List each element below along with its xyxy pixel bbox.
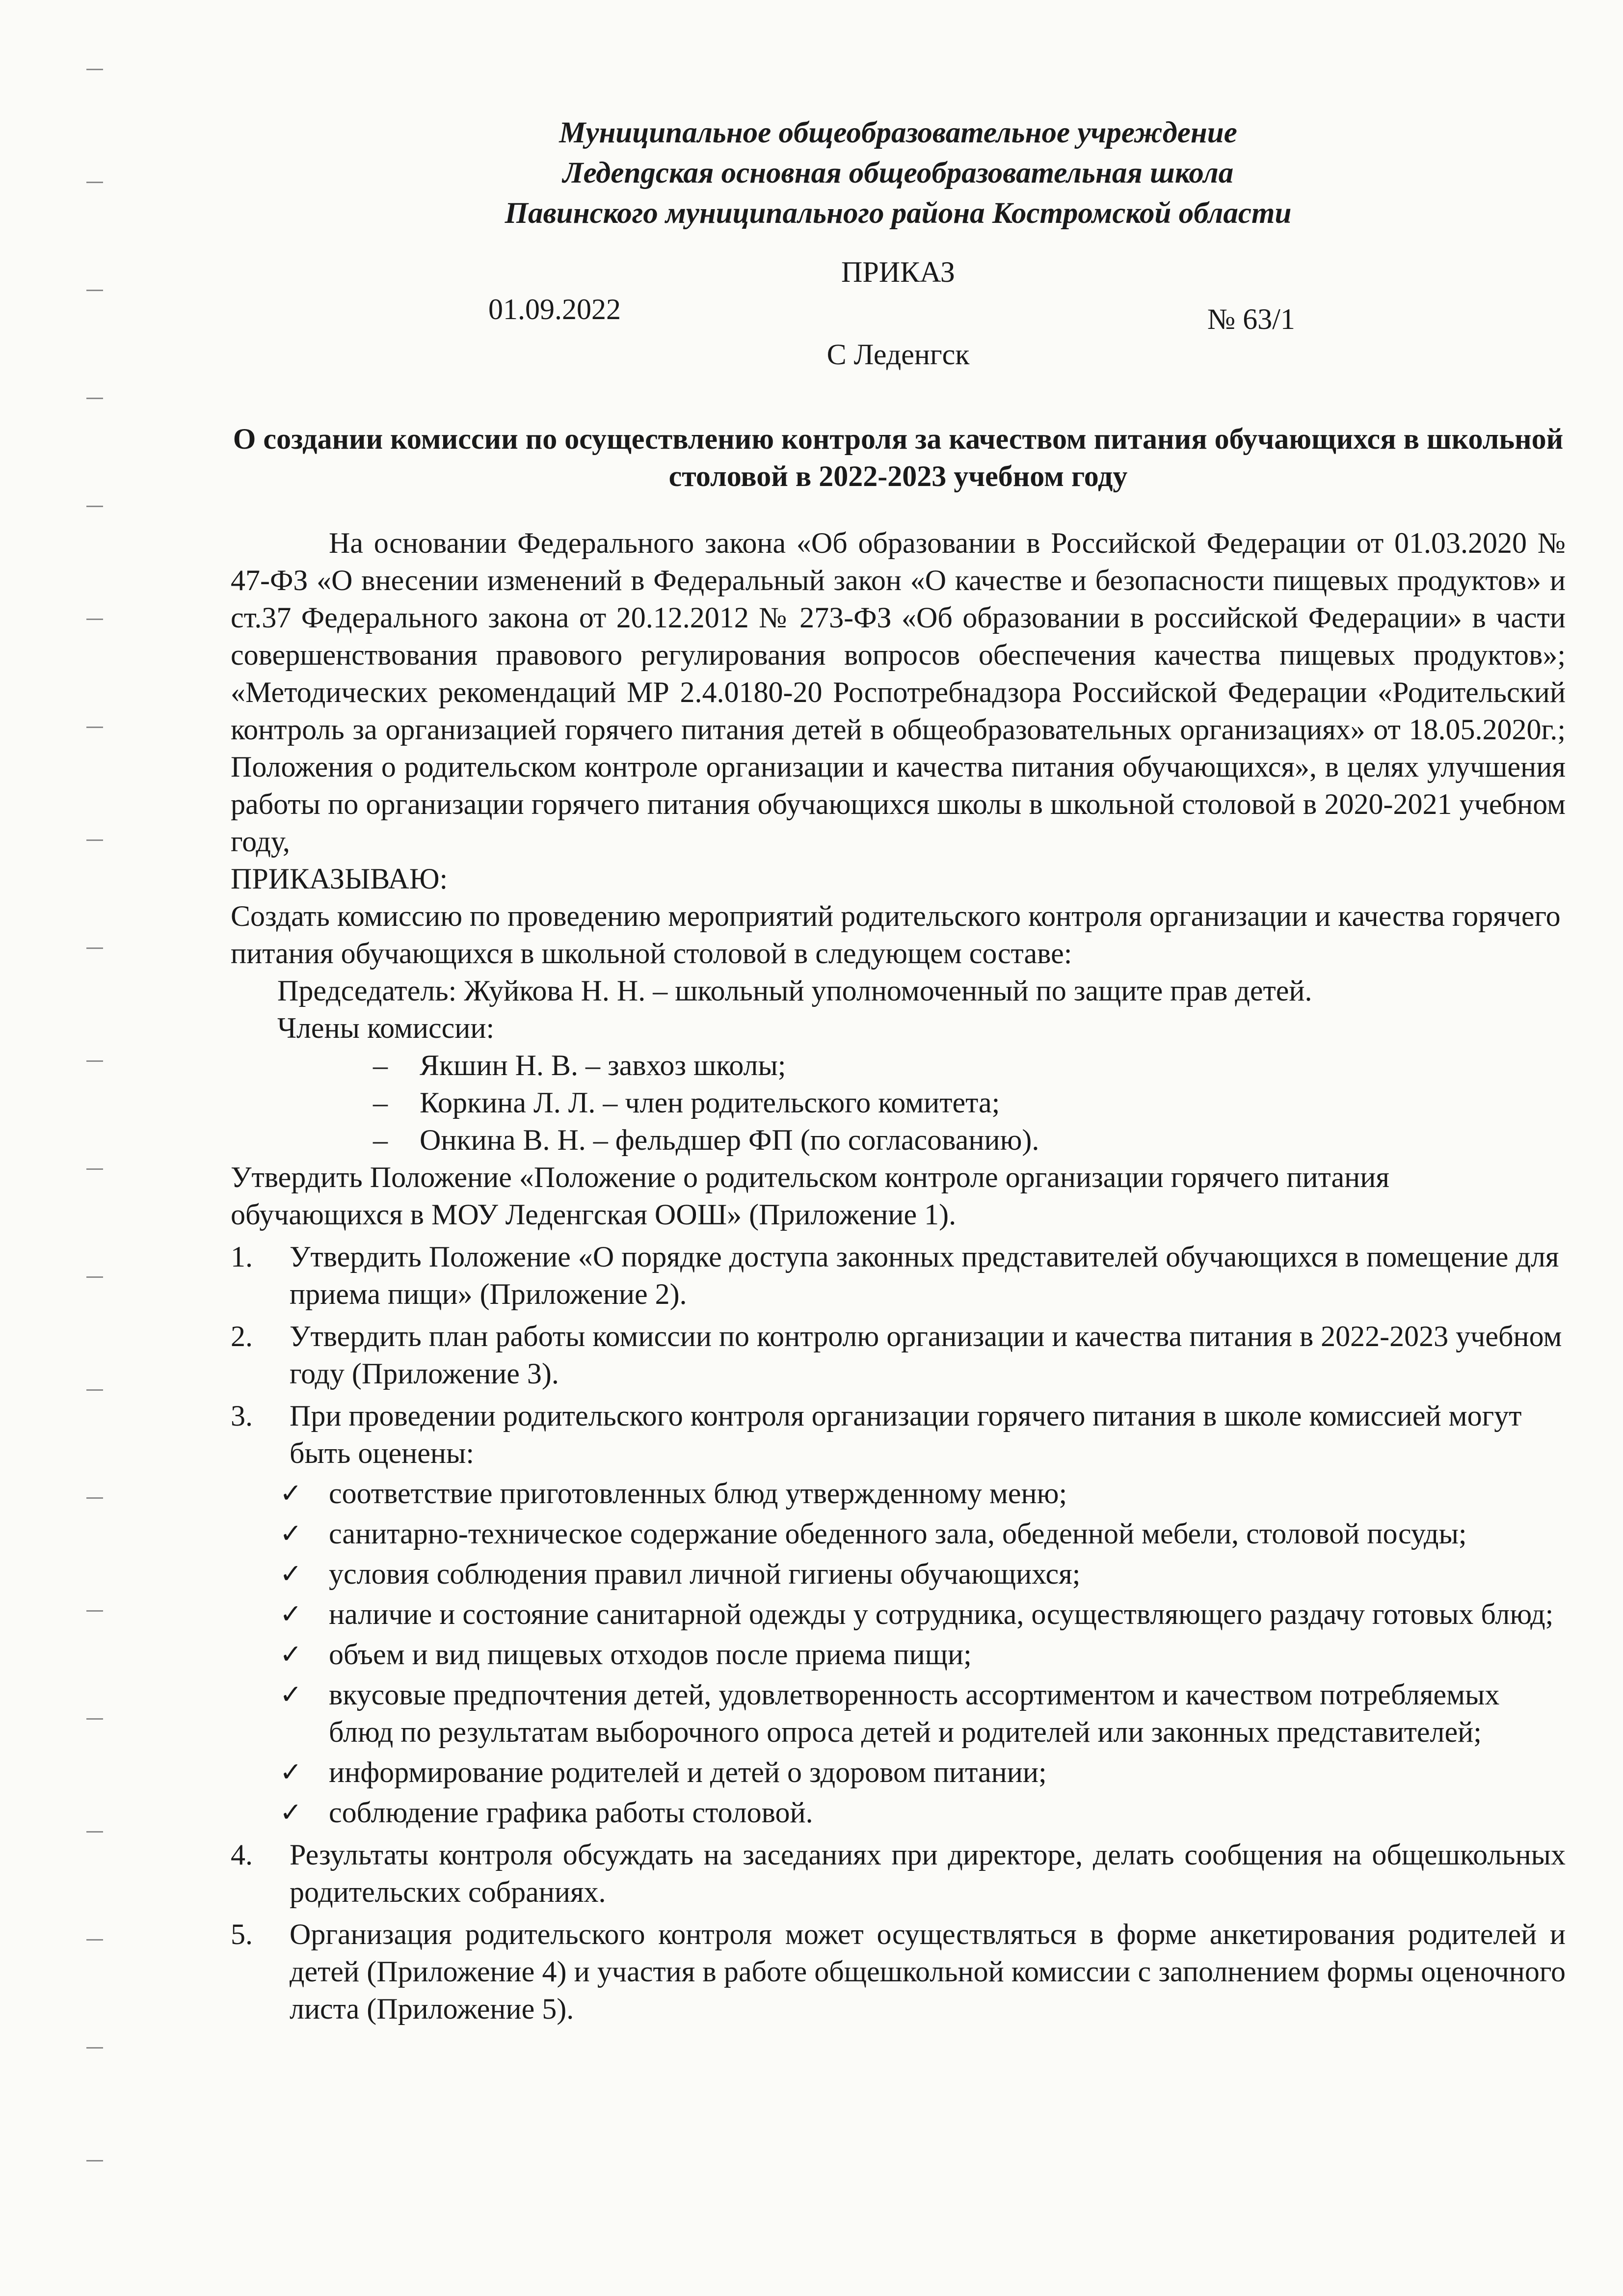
document-page — [231, 113, 1566, 2027]
list-item — [231, 1676, 1566, 1751]
dash-bullet: – — [373, 1086, 388, 1119]
list-item — [231, 1238, 1566, 1313]
checkmark-icon: ✓ — [280, 1558, 302, 1589]
list-item — [231, 1836, 1566, 1911]
dash-bullet: – — [373, 1049, 388, 1081]
list-item — [231, 1318, 1566, 1392]
item-number: 2. — [231, 1320, 253, 1352]
list-item — [231, 1047, 1566, 1084]
order-block — [231, 253, 1566, 401]
list-item — [231, 1595, 1566, 1633]
order-number: № 63/1 — [1207, 303, 1295, 335]
check-text: вкусовые предпочтения детей, удовлетворенность ассортиментом и качеством потребляемых блюд по результатам выборочного опроса детей и родителей или законных представителей; — [329, 1678, 1500, 1748]
checkmark-icon: ✓ — [280, 1679, 302, 1710]
command-word: ПРИКАЗЫВАЮ: — [231, 863, 448, 895]
institution-header — [231, 113, 1566, 234]
check-text: соблюдение графика работы столовой. — [329, 1796, 813, 1829]
check-text: соответствие приготовленных блюд утвержденному меню; — [329, 1477, 1067, 1510]
item-number: 1. — [231, 1241, 253, 1273]
checkmark-icon: ✓ — [280, 1639, 302, 1670]
members-list — [231, 1047, 1566, 1159]
create-commission-paragraph: Создать комиссию по проведению мероприятий родительского контроля организации и качества горячего питания обучающихся в школьной столовой в следующем составе: — [231, 900, 1561, 970]
chairman-line: Председатель: Жуйкова Н. Н. – школьный уполномоченный по защите прав детей. — [277, 974, 1312, 1007]
item-text: Организация родительского контроля может осуществляться в форме анкетирования родителей и детей (Приложение 4) и участия в работе общешкольной комиссии с заполнением формы оценочного листа (Приложение 5). — [290, 1918, 1566, 2025]
item-text: Результаты контроля обсуждать на заседаниях при директоре, делать сообщения на общешкольных родительских собраниях. — [290, 1838, 1566, 1908]
header-line-2: Ледengская основная общеобразовательная школа — [562, 157, 1234, 189]
checkmark-icon: ✓ — [280, 1598, 302, 1629]
list-item — [231, 1121, 1566, 1159]
list-item — [231, 1636, 1566, 1673]
approve-regulation-paragraph: Утвердить Положение «Положение о родительском контроле организации горячего питания обучающихся в МОУ Леденгская ООШ» (Приложение 1). — [231, 1161, 1389, 1231]
list-item — [231, 1084, 1566, 1121]
binder-margin-marks — [86, 0, 106, 2296]
members-label: Члены комиссии: — [277, 1012, 495, 1044]
check-text: наличие и состояние санитарной одежды у сотрудника, осуществляющего раздачу готовых блюд; — [329, 1598, 1554, 1630]
list-item — [231, 1754, 1566, 1791]
member-text: Онкина В. Н. – фельдшер ФП (по согласованию). — [420, 1124, 1039, 1156]
list-item — [231, 1397, 1566, 1472]
header-line-1: Муниципальное общеобразовательное учреждение — [559, 116, 1237, 149]
list-item — [231, 1555, 1566, 1593]
preamble-paragraph: На основании Федерального закона «Об образовании в Российской Федерации от 01.03.2020 № 47-ФЗ «О внесении изменений в Федеральный закон «О качестве и безопасности пищевых продуктов» и ст.37 Федерального закона от 20.12.2012 № 273-ФЗ «Об образовании в российской Федерации» в части совершенствования правового регулирования вопросов обеспечения качества пищевых продуктов»; «Методических рекомендаций МР 2.4.0180-20 Роспотребнадзора Российской Федерации «Родительский контроль за организацией горячего питания детей в общеобразовательных организациях» от 18.05.2020г.; Положения о родительском контроле организации и качества питания обучающихся», в целях улучшения работы по организации горячего питания обучающихся школы в школьной столовой в 2020-2021 учебном году, — [231, 527, 1566, 858]
check-text: условия соблюдения правил личной гигиены обучающихся; — [329, 1558, 1081, 1590]
order-title: ПРИКАЗ — [841, 256, 955, 288]
check-text: информирование родителей и детей о здоровом питании; — [329, 1756, 1047, 1788]
item-text: При проведении родительского контроля организации горячего питания в школе комиссией могут быть оценены: — [290, 1400, 1522, 1469]
item-number: 5. — [231, 1918, 253, 1950]
list-item — [231, 1475, 1566, 1512]
checklist — [231, 1475, 1566, 1831]
header-line-3: Павинского муниципального района Костромской области — [505, 197, 1292, 230]
checkmark-icon: ✓ — [280, 1797, 302, 1828]
order-place: С Леденгск — [826, 338, 970, 371]
member-text: Коркина Л. Л. – член родительского комитета; — [420, 1086, 1000, 1119]
order-subject: О создании комиссии по осуществлению контроля за качеством питания обучающихся в школьной столовой в 2022-2023 учебном году — [233, 423, 1564, 492]
check-text: объем и вид пищевых отходов после приема пищи; — [329, 1638, 972, 1671]
checkmark-icon: ✓ — [280, 1756, 302, 1787]
item-number: 4. — [231, 1838, 253, 1871]
dash-bullet: – — [373, 1124, 388, 1156]
member-text: Якшин Н. В. – завхоз школы; — [420, 1049, 786, 1081]
numbered-list — [231, 1238, 1566, 1472]
order-date: 01.09.2022 — [488, 293, 621, 325]
item-text: Утвердить Положение «О порядке доступа законных представителей обучающихся в помещение для приема пищи» (Приложение 2). — [290, 1241, 1559, 1310]
item-text: Утвердить план работы комиссии по контролю организации и качества питания в 2022-2023 учебном году (Приложение 3). — [290, 1320, 1562, 1390]
check-text: санитарно-техническое содержание обеденного зала, обеденной мебели, столовой посуды; — [329, 1517, 1467, 1550]
list-item — [231, 1916, 1566, 2027]
numbered-list-continued — [231, 1836, 1566, 2027]
checkmark-icon: ✓ — [280, 1478, 302, 1509]
list-item — [231, 1794, 1566, 1831]
item-number: 3. — [231, 1400, 253, 1432]
checkmark-icon: ✓ — [280, 1518, 302, 1549]
list-item — [231, 1515, 1566, 1552]
